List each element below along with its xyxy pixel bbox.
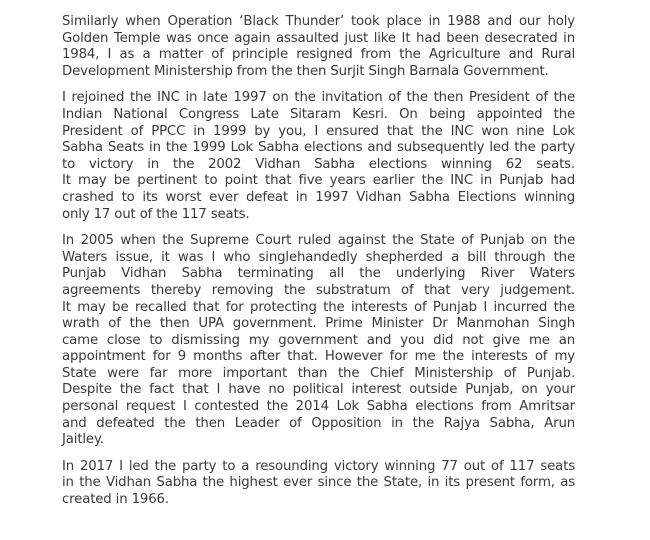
text-line: I rejoined the INC in late 1997 on the invitation of the then President of the bbox=[62, 90, 575, 106]
text-line: wrath of the then UPA government. Prime Minister Dr Manmohan Singh bbox=[62, 316, 575, 332]
text-line: Jaitley. bbox=[62, 432, 104, 448]
text-line: Similarly when Operation ‘Black Thunder’ took place in 1988 and our holy bbox=[62, 14, 575, 29]
text-line: State were far more important than the Chief Ministership of Punjab. bbox=[62, 365, 575, 381]
paragraph-rejoined-inc bbox=[62, 90, 575, 223]
text-line: Indian National Congress Late Sitaram Kesri. On being appointed the bbox=[62, 106, 575, 122]
document-page bbox=[62, 14, 575, 519]
text-line: agreements thereby removing the substratum of that very judgement. bbox=[62, 282, 575, 298]
text-line: Development Ministership from the then Surjit Singh Barnala Government. bbox=[62, 63, 549, 79]
paragraph-river-waters bbox=[62, 233, 575, 449]
text-line: In 2017 I led the party to a resounding victory winning 77 out of 117 seats bbox=[62, 458, 575, 474]
text-line: only 17 out of the 117 seats. bbox=[62, 206, 250, 222]
text-line: It may be pertinent to point that five years earlier the INC in Punjab had bbox=[62, 173, 575, 189]
text-line: Despite the fact that I have no political interest outside Punjab, on your bbox=[62, 382, 575, 398]
text-line: President of PPCC in 1999 by you, I ensured that the INC won nine Lok bbox=[62, 123, 575, 139]
paragraph-2017-victory bbox=[62, 459, 575, 509]
text-line: Sabha Seats in the 1999 Lok Sabha elections and subsequently led the party bbox=[62, 140, 575, 156]
text-line: Waters issue, it was I who singlehandedly shepherded a bill through the bbox=[62, 249, 575, 265]
text-line: Golden Temple was once again assaulted just like It had been desecrated in bbox=[62, 30, 575, 46]
text-line: personal request I contested the 2014 Lok Sabha elections from Amritsar bbox=[62, 399, 575, 415]
text-line: and defeated the then Leader of Opposition in the Rajya Sabha, Arun bbox=[62, 415, 575, 431]
text-line: came close to dismissing my government and you did not give me an bbox=[62, 332, 575, 348]
text-line: created in 1966. bbox=[62, 492, 169, 508]
text-line: In 2005 when the Supreme Court ruled against the State of Punjab on the bbox=[62, 233, 575, 249]
text-line: to victory in the 2002 Vidhan Sabha elections winning 62 seats. bbox=[62, 156, 575, 172]
text-line: 1984, I as a matter of principle resigned from the Agriculture and Rural bbox=[62, 47, 575, 63]
text-line: It may be recalled that for protecting the interests of Punjab I incurred the bbox=[62, 299, 575, 315]
text-line: appointment for 9 months after that. However for me the interests of my bbox=[62, 349, 575, 365]
text-line: in the Vidhan Sabha the highest ever since the State, in its present form, as bbox=[62, 475, 575, 491]
text-line: Punjab Vidhan Sabha terminating all the underlying River Waters bbox=[62, 266, 575, 282]
paragraph-black-thunder bbox=[62, 14, 575, 80]
text-line: crashed to its worst ever defeat in 1997 Vidhan Sabha Elections winning bbox=[62, 189, 575, 205]
